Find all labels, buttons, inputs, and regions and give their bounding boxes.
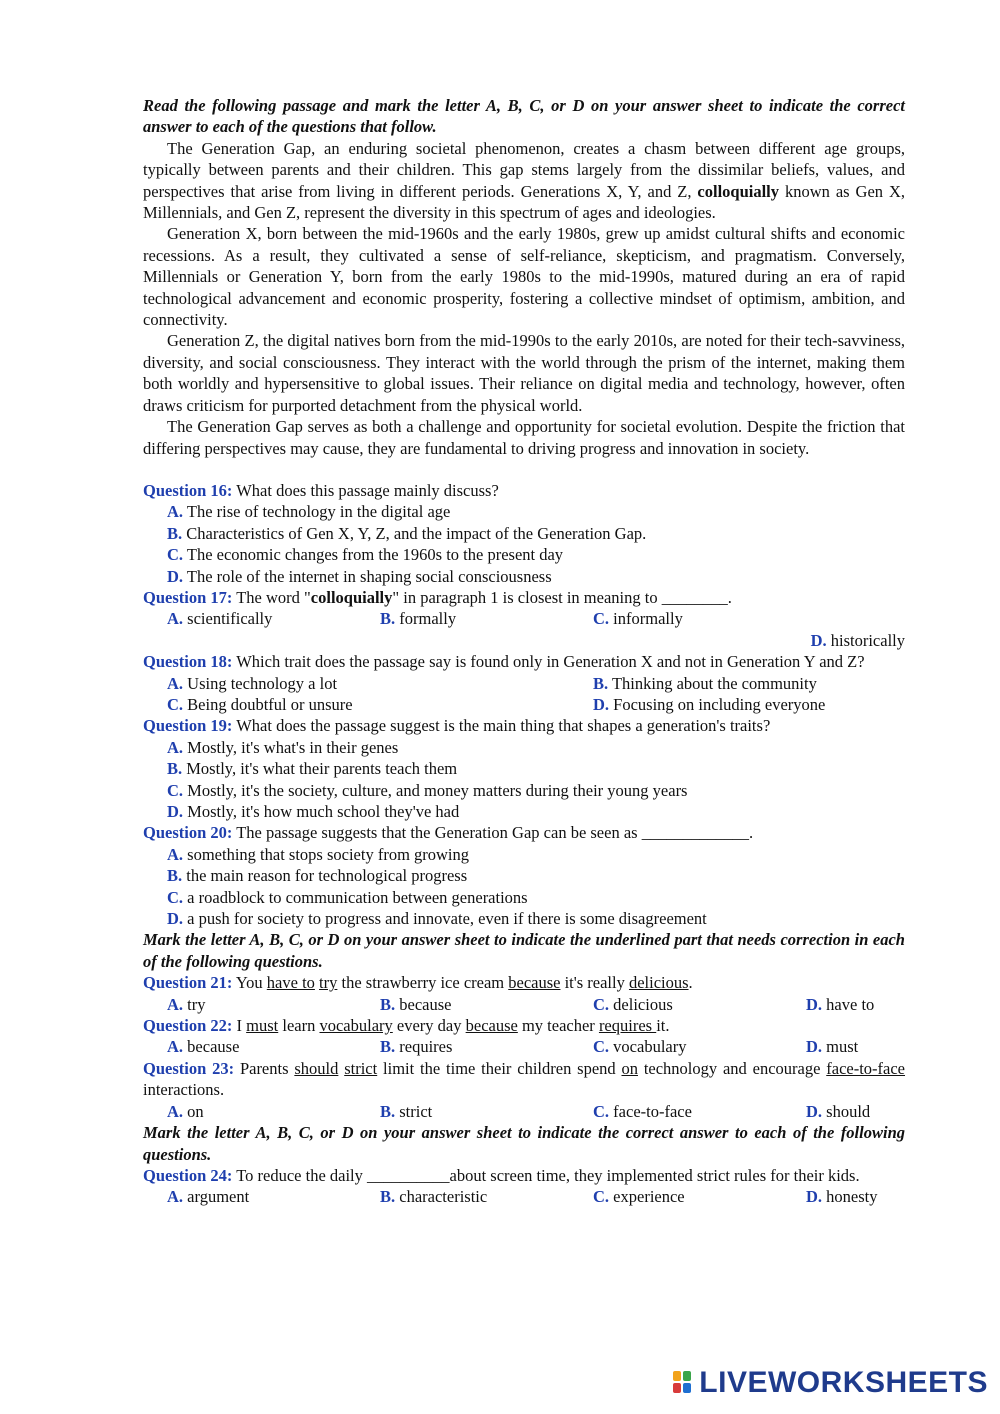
q18-option-c[interactable]: C. Being doubtful or unsure (167, 694, 353, 714)
q23-option-d[interactable]: D. should (806, 1101, 871, 1121)
q19-option-c[interactable]: C. Mostly, it's the society, culture, and money matters during their young years (167, 780, 688, 800)
question-22: Question 22: I must learn vocabulary every day because my teacher requires it. (143, 1016, 670, 1036)
liveworksheets-logo (673, 1366, 988, 1400)
q22-options (143, 1036, 905, 1057)
question-20: Question 20: The passage suggests that the Generation Gap can be seen as _____________. (143, 823, 754, 843)
q18-options-row-1 (143, 673, 905, 694)
q17-option-d[interactable]: D. historically (810, 630, 905, 650)
liveworksheets-logo-icon (673, 1371, 693, 1395)
question-21: Question 21: You have to try the strawberry ice cream because it's really delicious. (143, 973, 693, 993)
q19-option-b[interactable]: B. Mostly, it's what their parents teach them (167, 759, 458, 779)
worksheet-page (143, 95, 905, 1208)
q21-option-d[interactable]: D. have to (806, 994, 875, 1014)
q21-option-a[interactable]: A. try (167, 994, 206, 1014)
q23-option-b[interactable]: B. strict (380, 1101, 433, 1121)
q18-option-a[interactable]: A. Using technology a lot (167, 673, 338, 693)
q21-option-b[interactable]: B. because (380, 994, 452, 1014)
question-24: Question 24: To reduce the daily __________about screen time, they implemented strict rules for their kids. (143, 1165, 860, 1185)
q24-option-a[interactable]: A. argument (167, 1187, 250, 1207)
q17-option-c[interactable]: C. informally (593, 609, 683, 629)
liveworksheets-logo-text: LIVEWORKSHEETS (699, 1366, 988, 1399)
q19-option-a[interactable]: A. Mostly, it's what's in their genes (167, 737, 399, 757)
q21-option-c[interactable]: C. delicious (593, 994, 673, 1014)
q23-option-c[interactable]: C. face-to-face (593, 1101, 692, 1121)
q24-option-d[interactable]: D. honesty (806, 1187, 878, 1207)
question-23: Question 23: Parents should strict limit the time their children spend on technology and encourage face-to-face interactions. (143, 1058, 906, 1100)
passage-paragraph-1: The Generation Gap, an enduring societal phenomenon, creates a chasm between different age groups, typically between parents and their children. This gap stems largely from the dissimilar beliefs, values, and perspectives that arise from living in different periods. Generations X, Y, and Z, colloquially known as Gen X, Millennials, and Gen Z, represent the diversity in this spectrum of ages and ideologies. (143, 138, 905, 223)
error-instruction: Mark the letter A, B, C, or D on your answer sheet to indicate the underlined part that needs correction in each of the following questions. (143, 930, 905, 971)
question-19: Question 19: What does the passage suggest is the main thing that shapes a generation's traits? (143, 716, 771, 736)
q22-option-a[interactable]: A. because (167, 1037, 240, 1057)
q21-options (143, 994, 905, 1015)
q23-options (143, 1101, 905, 1122)
question-16: Question 16: What does this passage mainly discuss? (143, 480, 499, 500)
q24-options (143, 1186, 905, 1207)
q16-option-b[interactable]: B. Characteristics of Gen X, Y, Z, and the impact of the Generation Gap. (167, 523, 647, 543)
passage-paragraph-2: Generation X, born between the mid-1960s and the early 1980s, grew up amidst cultural shifts and economic recessions. As a result, they cultivated a sense of self-reliance, skepticism, and pragmatism. Conversely, Millennials or Generation Y, born from the early 1980s to the mid-1990s, matured during an era of rapid technological advancement and economic prosperity, fostering a collective mindset of optimism, ambition, and connectivity. (143, 224, 905, 330)
q22-option-b[interactable]: B. requires (380, 1037, 453, 1057)
q20-option-c[interactable]: C. a roadblock to communication between generations (167, 887, 528, 907)
q24-option-b[interactable]: B. characteristic (380, 1187, 488, 1207)
q18-options-row-2 (143, 694, 905, 715)
q20-option-d[interactable]: D. a push for society to progress and innovate, even if there is some disagreement (167, 909, 707, 929)
question-18: Question 18: Which trait does the passage say is found only in Generation X and not in Generation Y and Z? (143, 652, 865, 672)
reading-instruction: Read the following passage and mark the letter A, B, C, or D on your answer sheet to indicate the correct answer to each of the questions that follow. (143, 96, 905, 137)
q24-option-c[interactable]: C. experience (593, 1187, 685, 1207)
q17-option-b[interactable]: B. formally (380, 609, 457, 629)
passage-paragraph-4: The Generation Gap serves as both a challenge and opportunity for societal evolution. Despite the friction that differing perspectives may cause, they are fundamental to driving progress and innovation in society. (143, 417, 905, 458)
q20-option-b[interactable]: B. the main reason for technological progress (167, 866, 468, 886)
q18-option-b[interactable]: B. Thinking about the community (593, 673, 817, 693)
q18-option-d[interactable]: D. Focusing on including everyone (593, 694, 826, 714)
q17-options (143, 608, 905, 629)
passage-paragraph-3: Generation Z, the digital natives born from the mid-1990s to the early 2010s, are noted for their tech-savviness, diversity, and social consciousness. They interact with the world through the prism of the internet, making them both worldly and hypersensitive to global issues. Their reliance on digital media and technology, however, often draws criticism for purported detachment from the physical world. (143, 331, 905, 415)
q16-option-d[interactable]: D. The role of the internet in shaping social consciousness (167, 566, 552, 586)
q16-option-a[interactable]: A. The rise of technology in the digital age (167, 502, 451, 522)
question-17: Question 17: The word "colloquially" in paragraph 1 is closest in meaning to ________. (143, 587, 732, 607)
correct-answer-instruction: Mark the letter A, B, C, or D on your answer sheet to indicate the correct answer to each of the following questions. (143, 1123, 905, 1164)
q22-option-d[interactable]: D. must (806, 1037, 859, 1057)
q16-option-c[interactable]: C. The economic changes from the 1960s to the present day (167, 545, 564, 565)
q17-option-a[interactable]: A. scientifically (167, 609, 273, 629)
q23-option-a[interactable]: A. on (167, 1101, 204, 1121)
q20-option-a[interactable]: A. something that stops society from growing (167, 844, 470, 864)
q22-option-c[interactable]: C. vocabulary (593, 1037, 687, 1057)
q19-option-d[interactable]: D. Mostly, it's how much school they've had (167, 802, 460, 821)
